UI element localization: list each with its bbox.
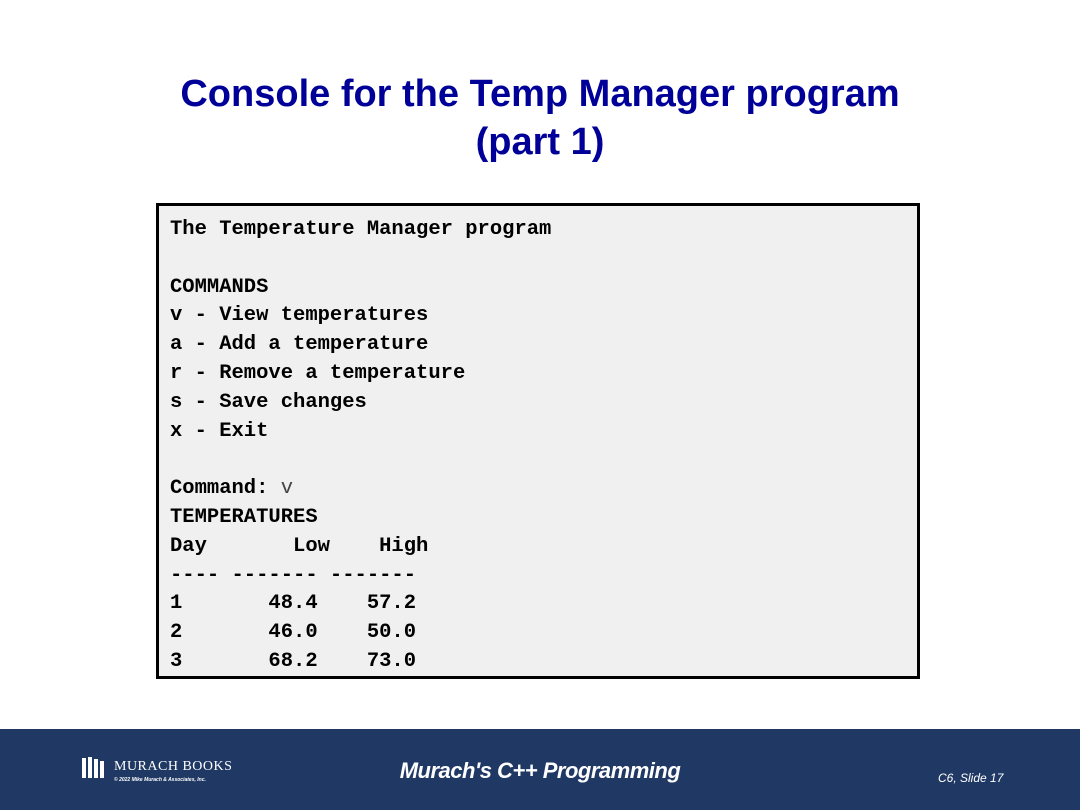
console-output bbox=[156, 203, 920, 679]
console-line: x - Exit bbox=[170, 419, 269, 443]
console-line: a - Add a temperature bbox=[170, 333, 429, 357]
console-line: ---- ------- ------- bbox=[170, 563, 417, 587]
console-prompt: Command: bbox=[170, 477, 281, 501]
slide-title-line-1: Console for the Temp Manager program bbox=[180, 73, 900, 115]
console-line: Day Low High bbox=[170, 534, 429, 558]
footer-bar bbox=[0, 729, 1080, 810]
console-line bbox=[170, 446, 917, 475]
console-line: r - Remove a temperature bbox=[170, 361, 466, 385]
console-user-input: v bbox=[280, 477, 294, 501]
console-command-line bbox=[170, 475, 917, 504]
console-line: s - Save changes bbox=[170, 390, 367, 414]
logo-copyright: © 2022 Mike Murach & Associates, Inc. bbox=[114, 777, 206, 783]
book-title: Murach's C++ Programming bbox=[399, 758, 681, 783]
console-line: v - View temperatures bbox=[170, 304, 429, 328]
console-line: TEMPERATURES bbox=[170, 505, 318, 529]
console-line: The Temperature Manager program bbox=[170, 218, 552, 241]
slide-title-line-2: (part 1) bbox=[475, 121, 605, 163]
console-line: 1 48.4 57.2 bbox=[170, 592, 417, 616]
console-line: 3 68.2 73.0 bbox=[170, 649, 417, 673]
console-line: 2 46.0 50.0 bbox=[170, 621, 417, 645]
console-line: COMMANDS bbox=[170, 275, 269, 299]
slide-number: C6, Slide 17 bbox=[938, 771, 1004, 785]
logo-text: MURACH BOOKS bbox=[114, 759, 233, 774]
console-line bbox=[170, 245, 917, 274]
slide-title bbox=[0, 70, 1080, 166]
